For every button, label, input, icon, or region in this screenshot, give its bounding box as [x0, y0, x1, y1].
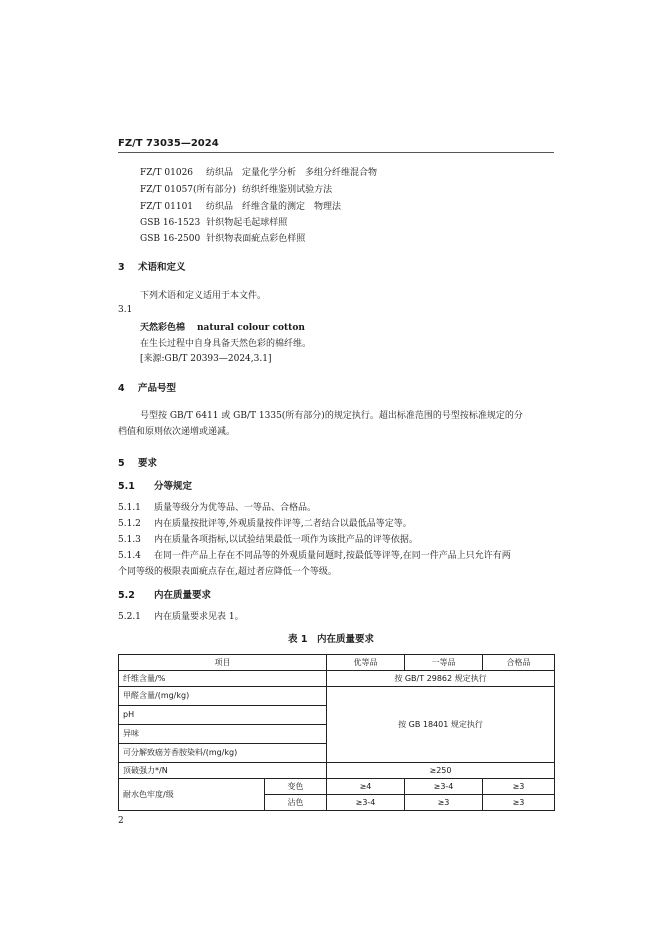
- header-grade-b: 一等品: [405, 655, 483, 671]
- normative-ref: [140, 182, 332, 195]
- section-number: 5.1: [118, 481, 135, 492]
- term-definition: 在生长过程中自身具备天然色彩的棉纤维。: [140, 339, 312, 349]
- section-title: 内在质量要求: [154, 590, 212, 601]
- quality-requirements-table: [118, 654, 555, 811]
- row-value: 按 GB/T 29862 规定执行: [327, 671, 555, 687]
- table-row: [119, 779, 555, 795]
- term-en: natural colour cotton: [197, 323, 305, 333]
- section-4-text-line2: 档值和原则依次递增或递减。: [118, 427, 236, 437]
- ref-title: 纺织品 纤维含量的测定 物理法: [206, 202, 342, 212]
- row-label: 耐水色牢度/级: [119, 779, 265, 811]
- value-grade-c: ≥3: [483, 795, 555, 811]
- sub-label: 变色: [265, 779, 327, 795]
- section-number: 5: [118, 458, 125, 469]
- section-number: 5.2: [118, 590, 135, 601]
- header-grade-c: 合格品: [483, 655, 555, 671]
- clause-number: 5.1.1: [118, 503, 141, 513]
- clause-text: 内在质量各项指标,以试验结果最低一项作为该批产品的评等依据。: [154, 535, 418, 545]
- term-source: [来源:GB/T 20393—2024,3.1]: [140, 354, 272, 364]
- clause-number: 5.2.1: [118, 612, 141, 622]
- clause-5-1-4-continued: 个同等级的极限表面疵点存在,超过者应降低一个等级。: [118, 567, 337, 577]
- section-5-1-heading: [118, 478, 192, 492]
- section-4-heading: [118, 380, 176, 394]
- row-value-merged: 按 GB 18401 规定执行: [327, 687, 555, 763]
- row-label: 甲醛含量/(mg/kg): [119, 687, 327, 706]
- header-grade-a: 优等品: [327, 655, 405, 671]
- section-number: 4: [118, 383, 125, 394]
- section-5-heading: [118, 455, 157, 469]
- ref-code: FZ/T 01026: [140, 168, 194, 178]
- value-grade-b: ≥3: [405, 795, 483, 811]
- ref-title: 纺织纤维鉴别试验方法: [242, 185, 333, 195]
- clause-5-1-2: [118, 516, 412, 529]
- header-rule: [118, 152, 554, 153]
- ref-code: FZ/T 01057(所有部分): [140, 185, 237, 195]
- ref-code: FZ/T 01101: [140, 202, 194, 212]
- header-item: 项目: [119, 655, 327, 671]
- clause-5-1-4: [118, 548, 511, 561]
- clause-number: 5.1.4: [118, 551, 141, 561]
- value-grade-c: ≥3: [483, 779, 555, 795]
- clause-5-1-1: [118, 500, 316, 513]
- row-label: 顶破强力*/N: [119, 763, 327, 779]
- term-heading: [140, 320, 305, 333]
- term-number: 3.1: [118, 305, 133, 315]
- doc-header-code: FZ/T 73035—2024: [118, 138, 219, 149]
- ref-code: GSB 16-1523: [140, 218, 201, 228]
- sub-label: 沾色: [265, 795, 327, 811]
- row-label: 纤维含量/%: [119, 671, 327, 687]
- ref-title: 针织物起毛起球样照: [206, 218, 288, 228]
- row-label: 可分解致癌芳香胺染料/(mg/kg): [119, 744, 327, 763]
- section-3-intro: 下列术语和定义适用于本文件。: [140, 291, 267, 301]
- clause-text: 质量等级分为优等品、一等品、合格品。: [154, 503, 317, 513]
- ref-title: 纺织品 定量化学分析 多组分纤维混合物: [206, 168, 378, 178]
- value-grade-a: ≥3-4: [327, 795, 405, 811]
- ref-code: GSB 16-2500: [140, 234, 201, 244]
- section-title: 分等规定: [154, 481, 193, 492]
- table-row: [119, 687, 555, 706]
- clause-5-2-1: [118, 609, 244, 622]
- row-label: 异味: [119, 725, 327, 744]
- normative-ref: [140, 165, 377, 178]
- table-header-row: [119, 655, 555, 671]
- clause-5-1-3: [118, 532, 418, 545]
- page-number: 2: [118, 816, 124, 826]
- clause-text: 在同一件产品上存在不同品等的外观质量问题时,按最低等评等,在同一件产品上只允许有两: [154, 551, 511, 561]
- value-grade-a: ≥4: [327, 779, 405, 795]
- row-value: ≥250: [327, 763, 555, 779]
- row-label: pH: [119, 706, 327, 725]
- normative-ref: [140, 199, 341, 212]
- clause-text: 内在质量要求见表 1。: [154, 612, 244, 622]
- section-title: 产品号型: [138, 383, 177, 394]
- section-4-text-line1: 号型按 GB/T 6411 或 GB/T 1335(所有部分)的规定执行。超出标准范围的号型按标准规定的分: [140, 411, 523, 421]
- clause-number: 5.1.2: [118, 519, 141, 529]
- value-grade-b: ≥3-4: [405, 779, 483, 795]
- normative-ref: [140, 231, 305, 244]
- clause-text: 内在质量按批评等,外观质量按件评等,二者结合以最低品等定等。: [154, 519, 412, 529]
- section-title: 术语和定义: [138, 262, 186, 273]
- section-5-2-heading: [118, 587, 211, 601]
- section-number: 3: [118, 262, 125, 273]
- section-title: 要求: [138, 458, 158, 469]
- clause-number: 5.1.3: [118, 535, 141, 545]
- table-row: [119, 671, 555, 687]
- section-3-heading: [118, 259, 186, 273]
- ref-title: 针织物表面疵点彩色样照: [206, 234, 306, 244]
- term-zh: 天然彩色棉: [140, 323, 186, 333]
- normative-ref: [140, 215, 287, 228]
- table-row: [119, 763, 555, 779]
- table-caption: 表 1 内在质量要求: [288, 634, 374, 645]
